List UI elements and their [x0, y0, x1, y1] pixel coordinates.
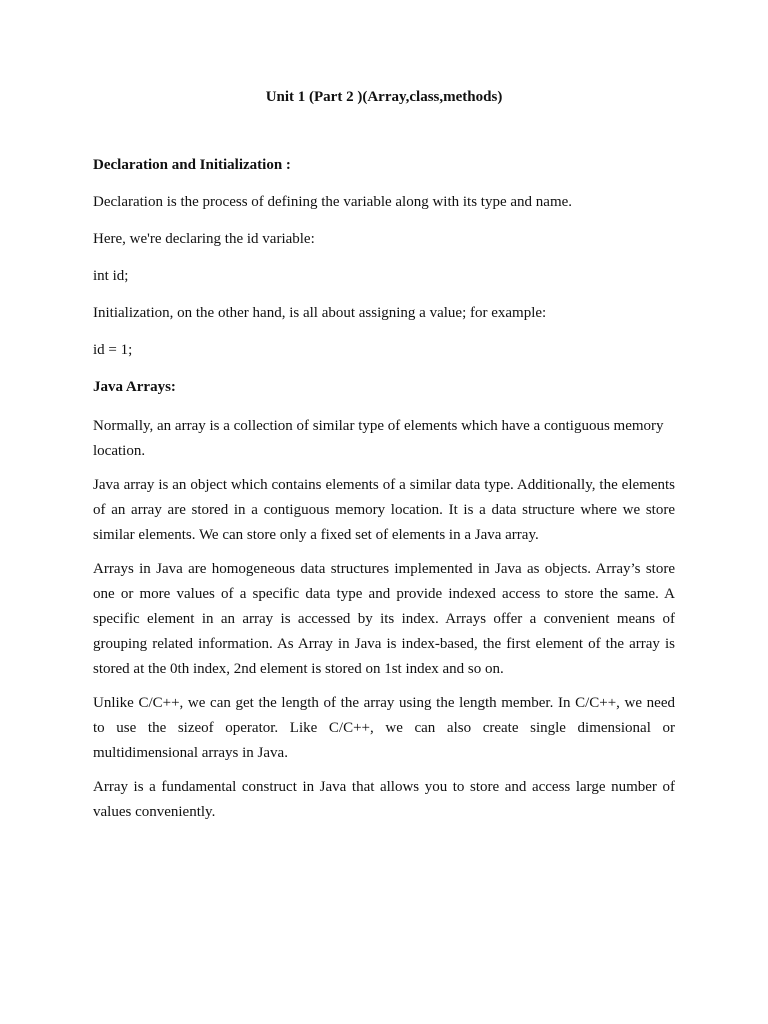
code-snippet-initialization: id = 1; — [93, 342, 133, 358]
document-title: Unit 1 (Part 2 )(Array,class,methods) — [265, 89, 503, 105]
paragraph-java-array-object: Java array is an object which contains elements of a similar data type. Additionally, the elements of an array are stored in a contiguous memory location. It is a data structure where we store similar elements. We can store only a fixed set of elements in a Java array. — [93, 477, 675, 543]
code-snippet-declaration: int id; — [93, 268, 129, 284]
section-heading-declaration: Declaration and Initialization : — [93, 157, 291, 173]
document-body — [93, 155, 675, 834]
paragraph-array-definition: Normally, an array is a collection of similar type of elements which have a contiguous memory location. — [93, 418, 664, 459]
paragraph-unlike-c: Unlike C/C++, we can get the length of the array using the length member. In C/C++, we need to use the sizeof operator. Like C/C++, we can also create single dimensional or multidimensional arrays in Java. — [93, 695, 675, 761]
paragraph-array-fundamental: Array is a fundamental construct in Java that allows you to store and access large number of values conveniently. — [93, 779, 675, 820]
paragraph-declaring-id: Here, we're declaring the id variable: — [93, 231, 315, 247]
paragraph-declaration-definition: Declaration is the process of defining the variable along with its type and name. — [93, 194, 573, 210]
section-heading-java-arrays: Java Arrays: — [93, 379, 176, 395]
paragraph-initialization: Initialization, on the other hand, is all about assigning a value; for example: — [93, 305, 547, 321]
paragraph-arrays-homogeneous: Arrays in Java are homogeneous data structures implemented in Java as objects. Array’s store one or more values of a specific data type and provide indexed access to store the same. A specific element in an array is accessed by its index. Arrays offer a convenient means of grouping related information. As Array in Java is index-based, the first element of the array is stored at the 0th index, 2nd element is stored on 1st index and so on. — [93, 561, 675, 677]
